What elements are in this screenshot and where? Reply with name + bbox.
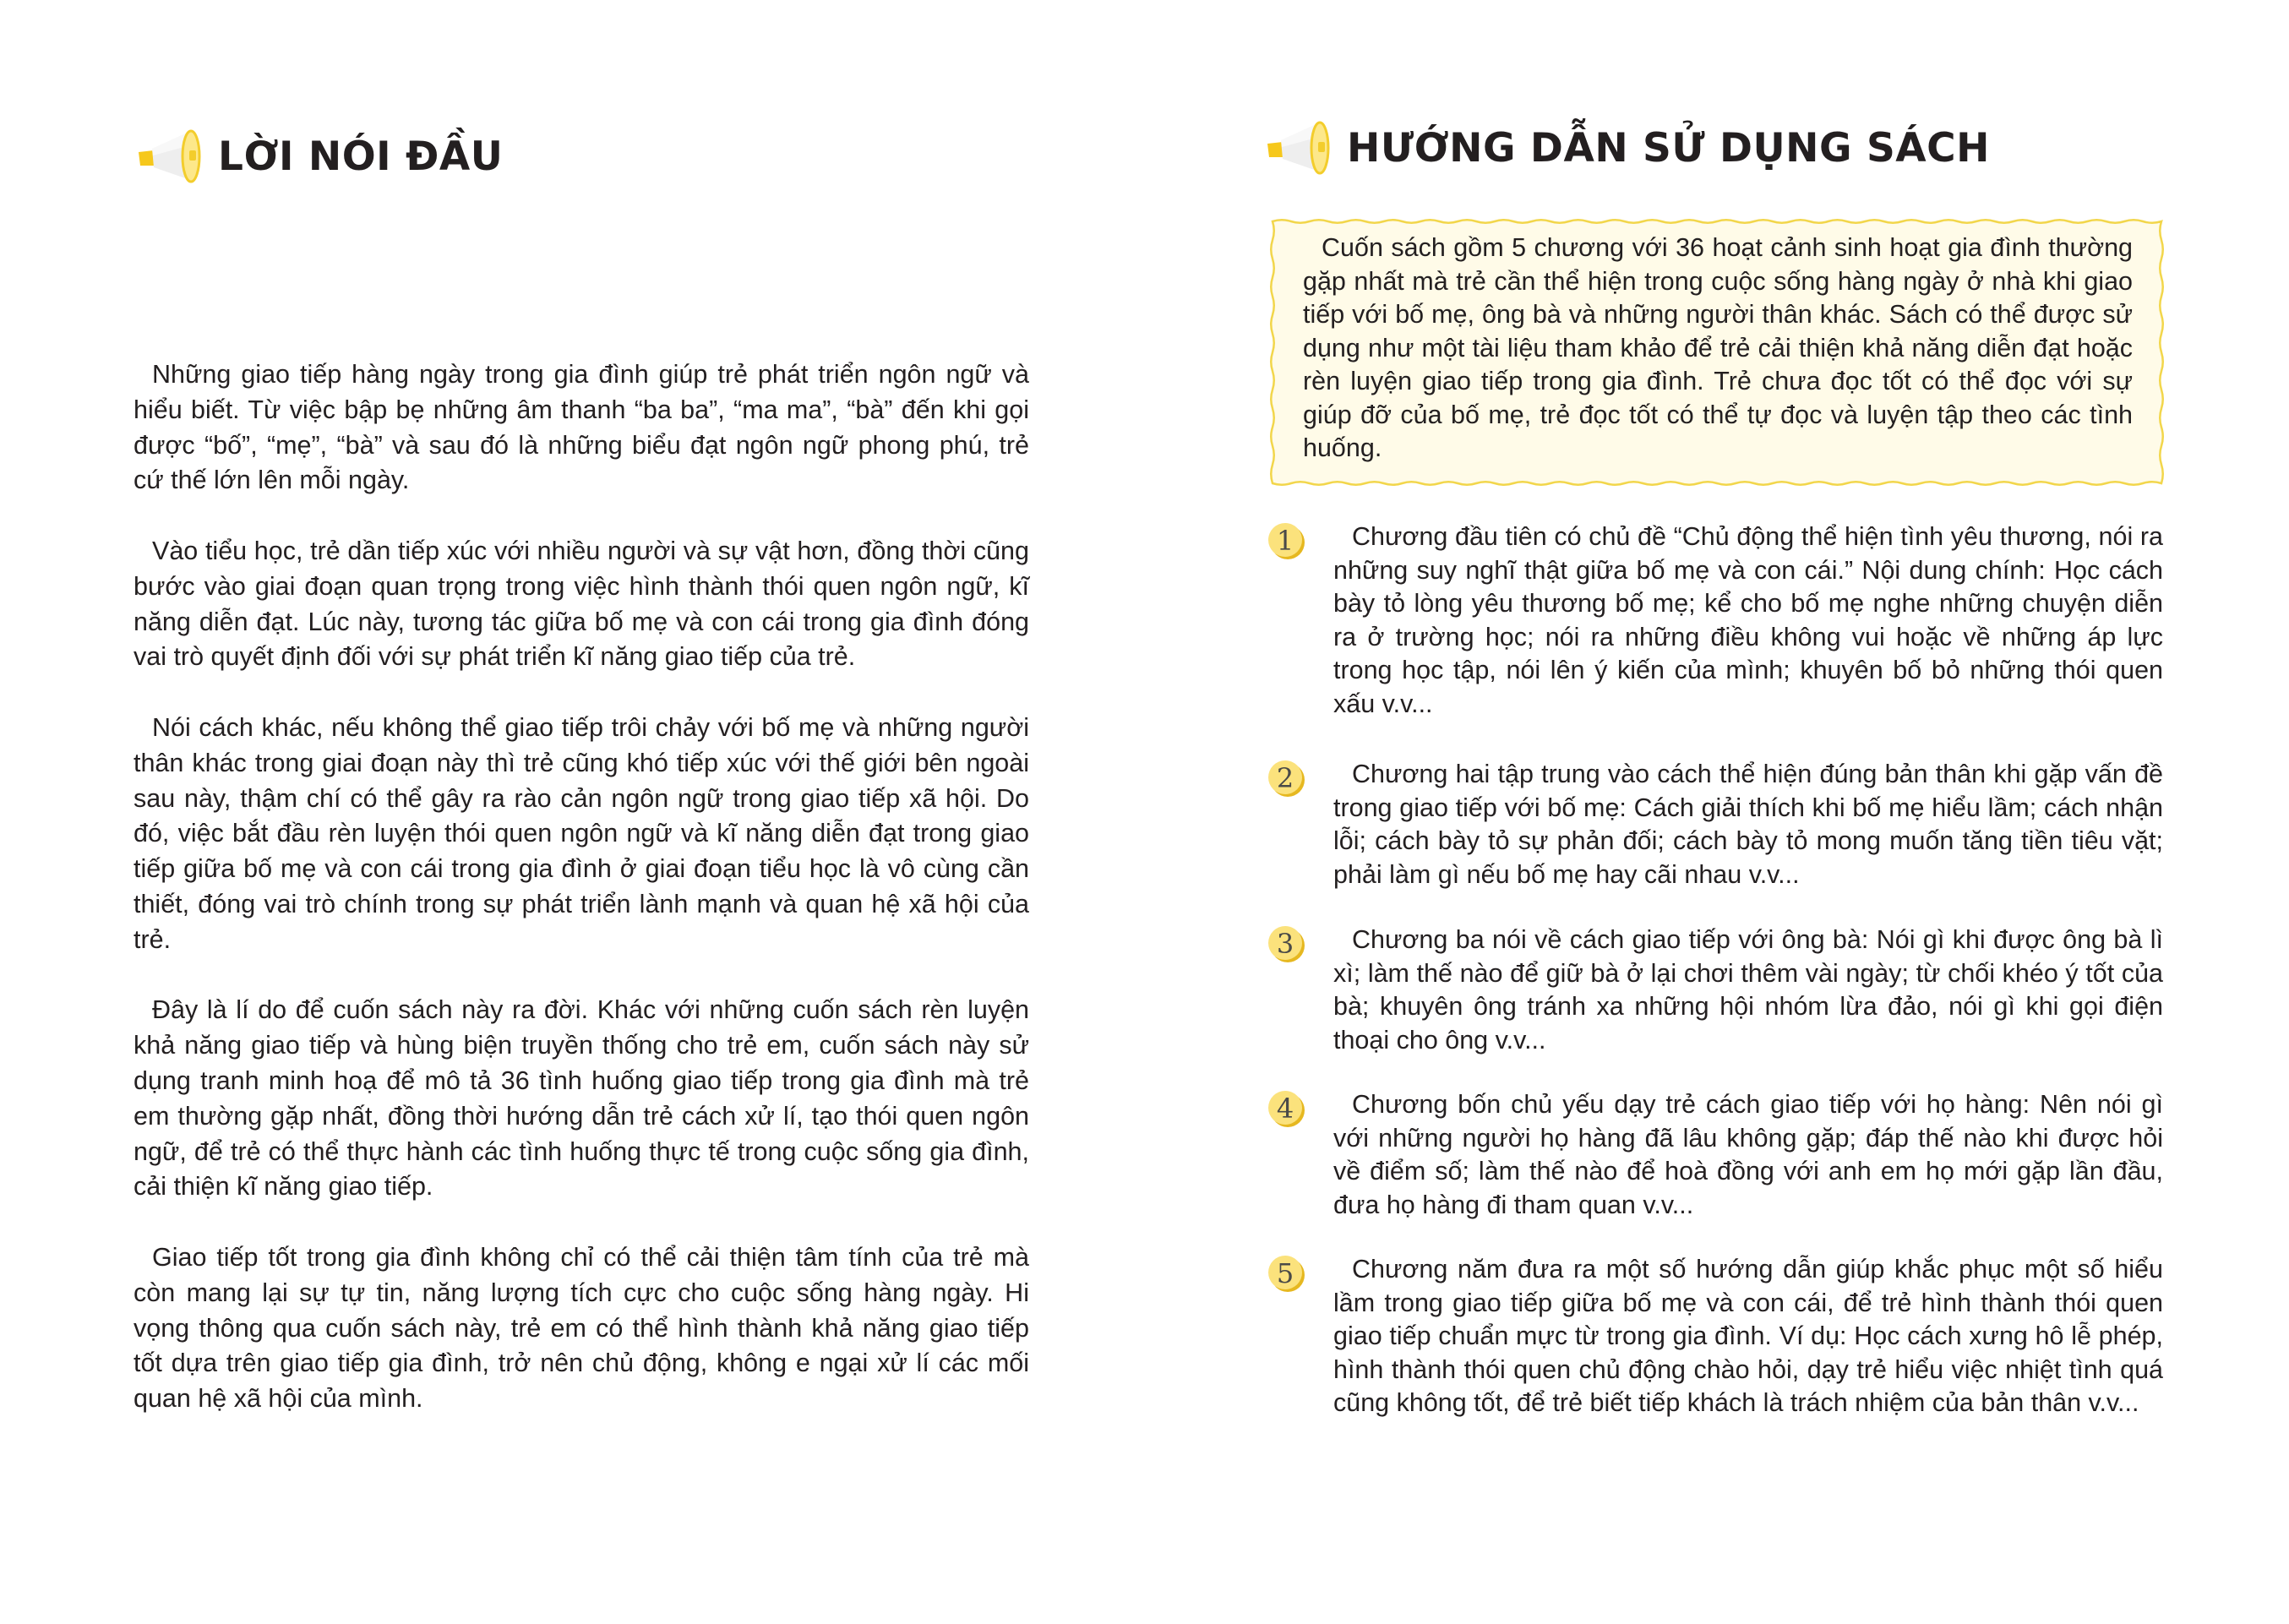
guide-title: HƯỚNG DẪN SỬ DỤNG SÁCH	[1347, 124, 1991, 172]
chapter-text: Chương ba nói về cách giao tiếp với ông bà: Nói gì khi được ông bà lì xì; làm thế nào để giữ bà ở lại chơi thêm vài ngày; từ chối khéo ý tốt của bà; khuyên ông tránh xa những hội nhóm lừa đảo, nói gì khi gọi điện thoại cho ông v.v...	[1333, 925, 2163, 1055]
chapter-text: Chương bốn chủ yếu dạy trẻ cách giao tiếp với họ hàng: Nên nói gì với những người họ hàng đã lâu không gặp; đáp thế nào khi được hỏi về điểm số; làm thế nào để hoà đồng với anh em họ mới gặp lần đầu, đưa họ hàng đi tham quan v.v...	[1333, 1090, 2163, 1219]
megaphone-icon	[134, 127, 206, 186]
chapter-text: Chương năm đưa ra một số hướng dẫn giúp khắc phục một số hiểu lầm trong giao tiếp giữa bố mẹ và con cái, để trẻ hình thành thói quen giao tiếp chuẩn mực từ trong gia đình. Ví dụ: Học cách xưng hô lễ phép, hình thành thói quen chủ động chào hỏi, dạy trẻ hiểu việc nhiệt tình quá cũng không tốt, để trẻ biết tiếp khách là trách nhiệm của bản thân v.v...	[1333, 1255, 2163, 1417]
left-page	[0, 0, 1144, 1624]
chapter-number: 5	[1276, 1257, 1294, 1289]
preface-title: LỜI NÓI ĐẦU	[218, 133, 504, 180]
guide-heading	[1262, 118, 1990, 177]
chapter-number-badge	[1267, 522, 1306, 561]
chapter-number: 1	[1276, 525, 1294, 557]
chapter-number-badge	[1267, 925, 1306, 964]
chapter-number: 4	[1276, 1093, 1294, 1125]
chapter-number: 2	[1276, 762, 1294, 794]
intro-text: Cuốn sách gồm 5 chương với 36 hoạt cảnh sinh hoạt gia đình thường gặp nhất mà trẻ cần thể hiện trong cuộc sống hàng ngày ở nhà khi giao tiếp với bố mẹ, ông bà và những người thân khác. Sách có thể được sử dụng như một tài liệu tham khảo để trẻ cải thiện khả năng diễn đạt hoặc rèn luyện giao tiếp trong gia đình. Trẻ chưa đọc tốt có thể đọc với sự giúp đỡ của bố mẹ, trẻ đọc tốt có thể tự đọc và luyện tập theo các tình huống.	[1303, 233, 2133, 462]
chapter-number-badge	[1267, 1090, 1306, 1129]
intro-text-container	[1303, 232, 2133, 466]
preface-paragraph: Vào tiểu học, trẻ dần tiếp xúc với nhiều người và sự vật hơn, đồng thời cũng bước vào giai đoạn quan trọng trong việc hình thành thói quen ngôn ngữ, kĩ năng diễn đạt. Lúc này, tương tác giữa bố mẹ và con cái trong gia đình đóng vai trò quyết định đối với sự phát triển kĩ năng giao tiếp của trẻ.	[134, 536, 1029, 672]
chapter-text: Chương hai tập trung vào cách thể hiện đúng bản thân khi gặp vấn đề trong giao tiếp với bố mẹ: Cách giải thích khi bố mẹ hiểu lầm; cách nhận lỗi; cách bày tỏ sự phản đối; cách bày tỏ mong muốn tăng tiền tiêu vặt; phải làm gì nếu bố mẹ hay cãi nhau v.v...	[1333, 760, 2163, 889]
preface-paragraph: Nói cách khác, nếu không thể giao tiếp trôi chảy với bố mẹ và những người thân khác trong giai đoạn này thì trẻ cũng khó tiếp xúc với thế giới bên ngoài sau này, thậm chí có thể gây ra rào cản ngôn ngữ trong giao tiếp xã hội. Do đó, việc bắt đầu rèn luyện thói quen ngôn ngữ và kĩ năng diễn đạt trong giao tiếp giữa bố mẹ và con cái trong gia đình ở giai đoạn tiểu học là vô cùng cần thiết, đóng vai trò chính trong sự phát triển lành mạnh và quan hệ xã hội của trẻ.	[134, 712, 1029, 954]
preface-paragraph: Đây là lí do để cuốn sách này ra đời. Khác với những cuốn sách rèn luyện khả năng giao tiếp và hùng biện truyền thống cho trẻ em, cuốn sách này sử dụng tranh minh hoạ để mô tả 36 tình huống giao tiếp trong gia đình mà trẻ em thường gặp nhất, đồng thời hướng dẫn trẻ cách xử lí, tạo thói quen ngôn ngữ, để trẻ có thể thực hành các tình huống thực tế trong cuộc sống gia đình, cải thiện kĩ năng giao tiếp.	[134, 995, 1029, 1202]
megaphone-icon	[1262, 118, 1335, 177]
chapter-number: 3	[1276, 928, 1294, 960]
preface-paragraph: Giao tiếp tốt trong gia đình không chỉ có thể cải thiện tâm tính của trẻ mà còn mang lại sự tự tin, năng lượng tích cực cho cuộc sống hàng ngày. Hi vọng thông qua cuốn sách này, trẻ em có thể hình thành khả năng giao tiếp tốt dựa trên giao tiếp gia đình, trở nên chủ động, không e ngại xử lí các mối quan hệ xã hội của mình.	[134, 1242, 1029, 1414]
intro-box	[1267, 216, 2166, 488]
chapter-number-badge	[1267, 760, 1306, 798]
chapter-number-badge	[1267, 1255, 1306, 1294]
right-page	[1144, 0, 2289, 1624]
chapter-text: Chương đầu tiên có chủ đề “Chủ động thể hiện tình yêu thương, nói ra những suy nghĩ thật giữa bố mẹ và con cái.” Nội dung chính: Học cách bày tỏ lòng yêu thương bố mẹ; kể cho bố mẹ nghe những chuyện diễn ra ở trường học; nói ra những điều không vui hoặc về những áp lực trong học tập, nói lên ý kiến của mình; khuyên bố bỏ những thói quen xấu v.v...	[1333, 522, 2163, 718]
preface-heading	[134, 127, 503, 186]
preface-paragraph: Những giao tiếp hàng ngày trong gia đình giúp trẻ phát triển ngôn ngữ và hiểu biết. Từ việc bập bẹ những âm thanh “ba ba”, “ma ma”, “bà” đến khi gọi được “bố”, “mẹ”, “bà” và sau đó là những biểu đạt ngôn ngữ phong phú, trẻ cứ thế lớn lên mỗi ngày.	[134, 360, 1029, 495]
preface-body	[134, 357, 1029, 1452]
